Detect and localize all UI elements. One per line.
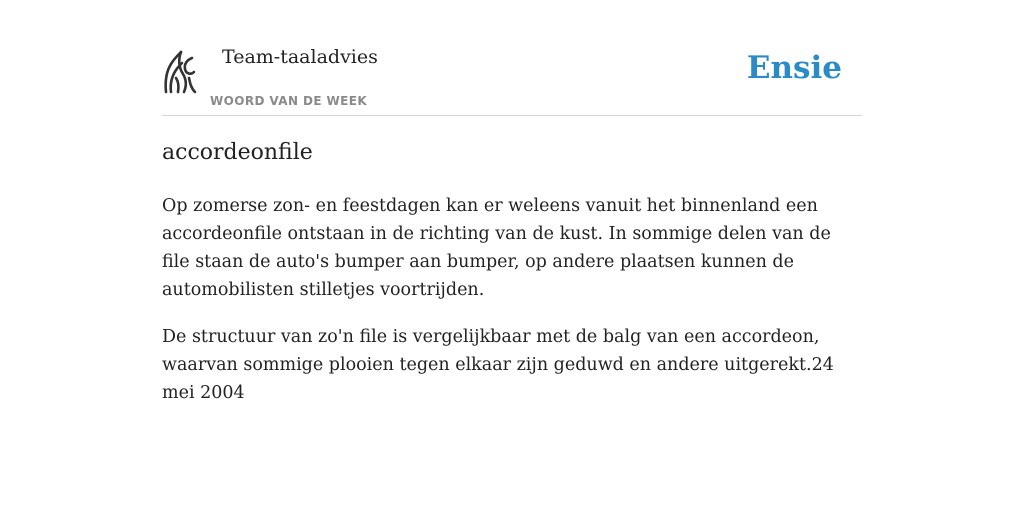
header (162, 0, 862, 116)
flemish-lion-logo-icon[interactable] (162, 48, 198, 96)
article-paragraph-2-text: De structuur van zo'n file is vergelijkbaar met de balg van een accordeon, waarvan sommige plooien tegen elkaar zijn geduwd en andere uitgerekt. (162, 327, 820, 375)
publication-date: 24 mei 2004 (162, 355, 834, 403)
word-title: accordeonfile (162, 140, 313, 165)
brand-logo[interactable]: Ensie (746, 50, 842, 86)
article-paragraph-1: Op zomerse zon- en feestdagen kan er weleens vanuit het binnenland een accordeonfile ontstaan in de richting van de kust. In sommige delen van de file staan de auto's bumper aan bumper, op andere plaatsen kunnen de automobilisten stilletjes voortrijden. (162, 196, 831, 300)
article-paragraph-2 (162, 323, 862, 407)
site-name[interactable]: Team-taaladvies (222, 46, 378, 68)
page-container (162, 0, 862, 512)
section-label: WOORD VAN DE WEEK (210, 94, 368, 108)
